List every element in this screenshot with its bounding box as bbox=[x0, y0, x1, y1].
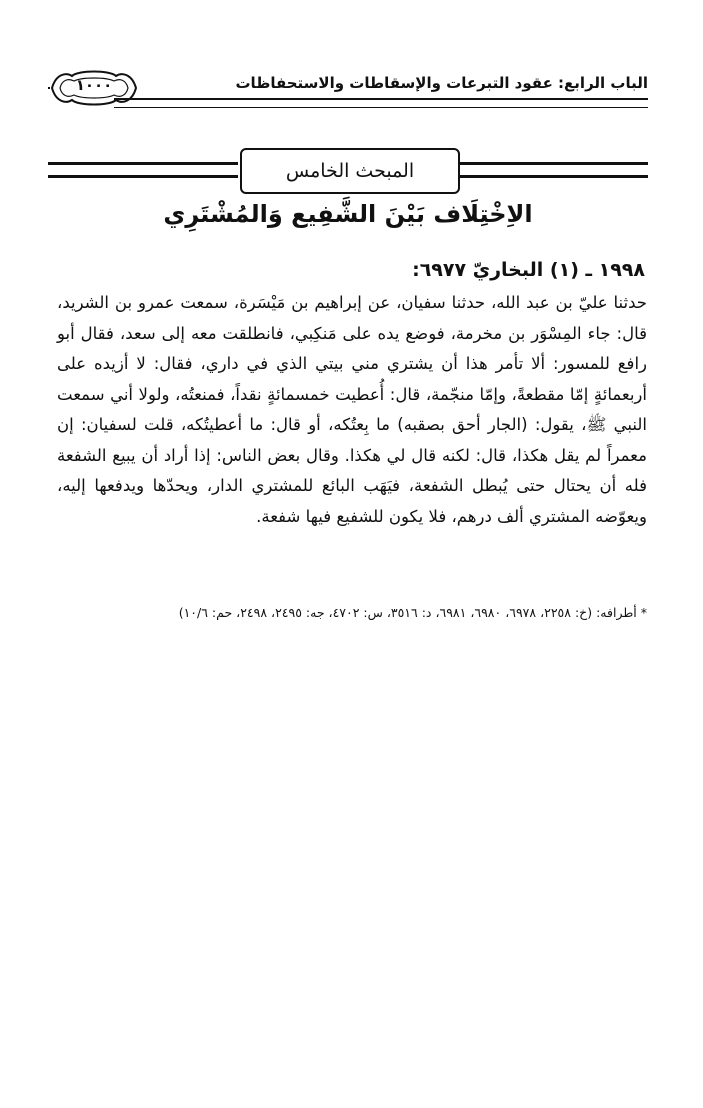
banner-rule-left bbox=[48, 162, 238, 178]
section-banner bbox=[48, 148, 648, 194]
banner-rule-right bbox=[458, 162, 648, 178]
footnote: * أطرافه: (خ: ٢٢٥٨، ٦٩٧٨، ٦٩٨٠، ٦٩٨١، د: ٣٥١٦، س: ٤٧٠٢، جه: ٢٤٩٥، ٢٤٩٨، حم: ١٠/٦) bbox=[178, 605, 647, 620]
running-header bbox=[48, 72, 648, 112]
section-label: المبحث الخامس bbox=[285, 160, 415, 182]
header-rule bbox=[114, 98, 648, 108]
hadith-heading: ١٩٩٨ ـ (١) البخاريّ ٦٩٧٧: bbox=[412, 259, 645, 281]
hadith-body bbox=[57, 288, 647, 532]
page-number: ١٠٠٠ bbox=[75, 76, 113, 94]
header-title: الباب الرابع: عقود التبرعات والإسقاطات والاستحفاظات bbox=[235, 74, 648, 92]
chapter-title: الاِخْتِلَاف بَيْنَ الشَّفِيع وَالمُشْتَرِي bbox=[163, 200, 533, 228]
section-label-box bbox=[240, 148, 460, 194]
hadith-text: حدثنا عليّ بن عبد الله، حدثنا سفيان، عن إبراهيم بن مَيْسَرة، سمعت عمرو بن الشريد، قال: جاء المِسْوَر بن مخرمة، فوضع يده على مَنكِبي، فانطلقت معه إلى سعد، فقال أبو رافع للمسور: ألا تأمر هذا أن يشتري مني بيتي الذي في داري، فقال: لا أزيده على أربعمائةٍ إمّا مقطعةً، وإمّا منجّمة، قال: أُعطيت خمسمائةٍ نقداً، فمنعتُه، ولولا أني سمعت النبي ﷺ، يقول: (الجار أحق بصقبه) ما بِعتُكه، أو قال: ما أعطيتُكه، قلت لسفيان: إن معمراً لم يقل هكذا، قال: لكنه قال لي هكذا. وقال بعض الناس: إذا أراد أن يبيع الشفعة فله أن يحتال حتى يُبطل الشفعة، فيَهَب البائع للمشتري الدار، ويحدّها ويدفعها إليه، ويعوّضه المشتري ألف درهم، فلا يكون للشفيع فيها شفعة. bbox=[57, 293, 647, 526]
page-number-ornament bbox=[48, 68, 140, 108]
